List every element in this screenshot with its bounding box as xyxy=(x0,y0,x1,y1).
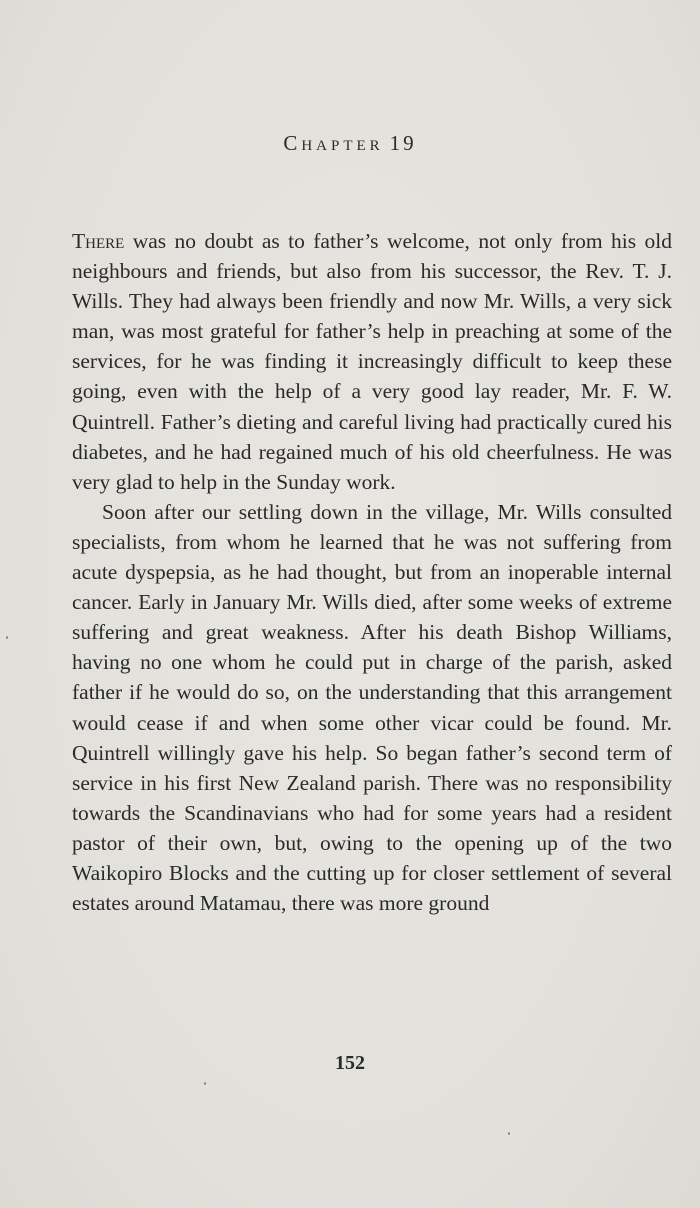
chapter-heading xyxy=(0,131,700,156)
chapter-number: 19 xyxy=(389,131,417,155)
paper-speck xyxy=(6,636,8,639)
paragraph-1 xyxy=(72,226,672,497)
paragraph-2 xyxy=(72,497,672,918)
page-number: 152 xyxy=(335,1052,365,1074)
paper-speck xyxy=(508,1132,510,1135)
paragraph-1-text: was no doubt as to father’s welcome, not only from his old neighbours and friends, but also from his successor, the Rev. T. J. Wills. They had always been friendly and now Mr. Wills, a very sick man, was most grateful for father’s help in preaching at some of the services, for he was finding it increasingly difficult to keep these going, even with the help of a very good lay reader, Mr. F. W. Quintrell. Father’s dieting and careful living had practically cured his diabetes, and he had regained much of his old cheerfulness. He was very glad to help in the Sunday work. xyxy=(72,229,672,494)
chapter-label: Chapter xyxy=(283,131,384,155)
paragraph-2-text: Soon after our settling down in the village, Mr. Wills consulted specialists, from whom he learned that he was not suffering from acute dyspepsia, as he had thought, but from an inoperable internal cancer. Early in January Mr. Wills died, after some weeks of extreme suffering and great weakness. After his death Bishop Williams, having no one whom he could put in charge of the parish, asked father if he would do so, on the understanding that this arrangement would cease if and when some other vicar could be found. Mr. Quintrell willingly gave his help. So began father’s second term of service in his first New Zealand parish. There was no responsibility towards the Scandinavians who had for some years had a resident pastor of their own, but, owing to the opening up of the two Waikopiro Blocks and the cutting up for closer settlement of several estates around Matamau, there was more ground xyxy=(72,499,672,916)
body-text xyxy=(72,226,672,918)
paper-speck xyxy=(204,1082,206,1085)
paragraph-lead-word: There xyxy=(72,229,125,253)
